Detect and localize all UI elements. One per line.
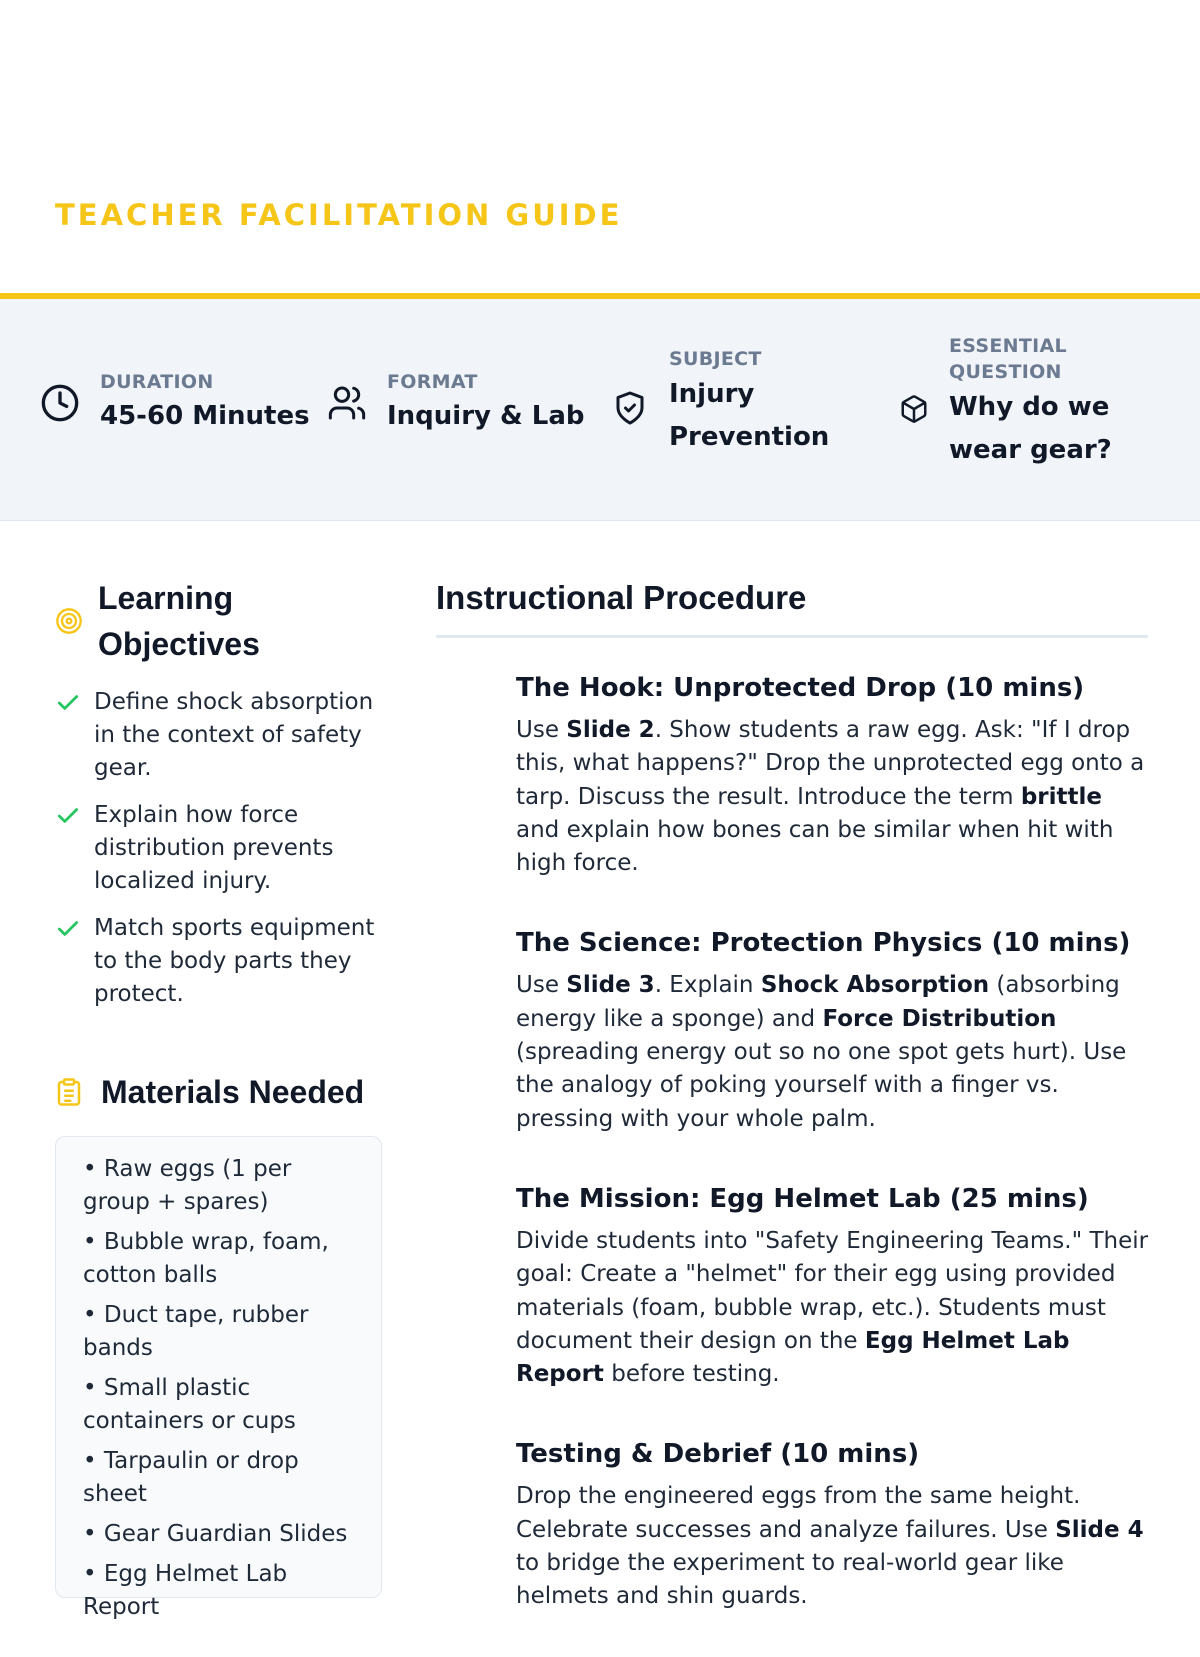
emphasis-text: Shock Absorption <box>760 972 990 999</box>
users-icon <box>327 383 367 423</box>
check-icon <box>55 690 81 716</box>
objectives-heading-line1: Learning <box>98 580 234 616</box>
step-title: The Hook: Unprotected Drop (10 mins) <box>516 673 1085 703</box>
materials-list <box>55 1136 382 1620</box>
material-item: • Raw eggs (1 per group + spares) <box>83 1156 292 1215</box>
procedure-step <box>516 923 1152 1135</box>
step-body: Drop the engineered eggs from the same height. Celebrate successes and analyze failures. Use Slide 4 to bridge the experiment to real-world gear like helmets and shin guards. <box>516 1483 1144 1610</box>
objective-text: Explain how force distribution prevents localized injury. <box>94 802 334 894</box>
objective-text: Match sports equipment to the body parts they protect. <box>94 915 375 1007</box>
duration-value: 45-60 Minutes <box>100 401 310 431</box>
objectives-list <box>55 686 375 1025</box>
procedure-step <box>516 1434 1152 1613</box>
objective-item <box>55 912 375 1011</box>
material-item: • Bubble wrap, foam, cotton balls <box>83 1229 329 1288</box>
step-title: Testing & Debrief (10 mins) <box>516 1439 920 1470</box>
material-item: • Gear Guardian Slides <box>83 1521 348 1547</box>
emphasis-text: brittle <box>1020 783 1102 810</box>
material-item: • Egg Helmet Lab Report <box>83 1561 288 1620</box>
question-label-line2: QUESTION <box>949 361 1062 383</box>
question-label-line1: ESSENTIAL <box>949 335 1067 357</box>
clipboard-icon <box>54 1076 84 1108</box>
emphasis-text: Egg Helmet Lab Report <box>516 1327 1070 1388</box>
emphasis-text: Slide 3 <box>566 972 655 999</box>
format-value: Inquiry & Lab <box>387 401 585 431</box>
step-body: Use Slide 3. Explain Shock Absorption (absorbing energy like a sponge) and Force Distribution (spreading energy out so no one spot gets hurt). Use the analogy of poking yourself with a finger vs. pressing with your whole palm. <box>516 972 1127 1132</box>
emphasis-text: Slide 2 <box>566 717 655 743</box>
check-icon <box>55 916 81 942</box>
subject-value-line2: Prevention <box>669 422 830 452</box>
emphasis-text: Slide 4 <box>1055 1516 1144 1543</box>
objectives-heading-line2: Objectives <box>98 626 260 662</box>
emphasis-text: Force Distribution <box>822 1005 1057 1032</box>
material-item: • Tarpaulin or drop sheet <box>83 1448 299 1507</box>
question-value-line2: wear gear? <box>949 435 1112 465</box>
step-body: Use Slide 2. Show students a raw egg. Ask: "If I drop this, what happens?" Drop the unprotected egg onto a tarp. Discuss the result. Introduce the term brittle and explain how bones can be similar when hit with high force. <box>516 717 1145 877</box>
box-icon <box>899 394 929 424</box>
subject-value-line1: Injury <box>669 379 755 409</box>
objective-item <box>55 799 375 898</box>
material-item: • Small plastic containers or cups <box>83 1375 296 1434</box>
procedure-divider <box>436 635 1148 638</box>
lesson-meta-bar <box>0 299 1200 521</box>
step-title: The Science: Protection Physics (10 mins) <box>516 928 1131 959</box>
procedure-steps <box>516 668 1152 1657</box>
format-label: FORMAT <box>387 371 478 393</box>
step-title: The Mission: Egg Helmet Lab (25 mins) <box>516 1183 1089 1214</box>
guide-kicker: TEACHER FACILITATION GUIDE <box>55 198 623 232</box>
procedure-step <box>516 668 1152 880</box>
material-item: • Duct tape, rubber bands <box>83 1302 309 1361</box>
subject-label: SUBJECT <box>669 348 762 370</box>
clock-icon <box>40 383 80 423</box>
check-icon <box>55 803 81 829</box>
shield-check-icon <box>612 390 648 426</box>
duration-label: DURATION <box>100 371 214 393</box>
procedure-heading: Instructional Procedure <box>436 579 807 616</box>
materials-heading: Materials Needed <box>101 1074 365 1110</box>
question-value-line1: Why do we <box>949 392 1110 422</box>
objective-text: Define shock absorption in the context of safety gear. <box>94 689 374 781</box>
step-body: Divide students into "Safety Engineering Teams." Their goal: Create a "helmet" for their egg using provided materials (foam, bubble wrap, etc.). Students must document their design on the Egg Helmet Lab Report before testing. <box>516 1227 1149 1388</box>
objective-item <box>55 686 375 785</box>
target-icon <box>55 607 83 635</box>
procedure-step <box>516 1179 1152 1391</box>
